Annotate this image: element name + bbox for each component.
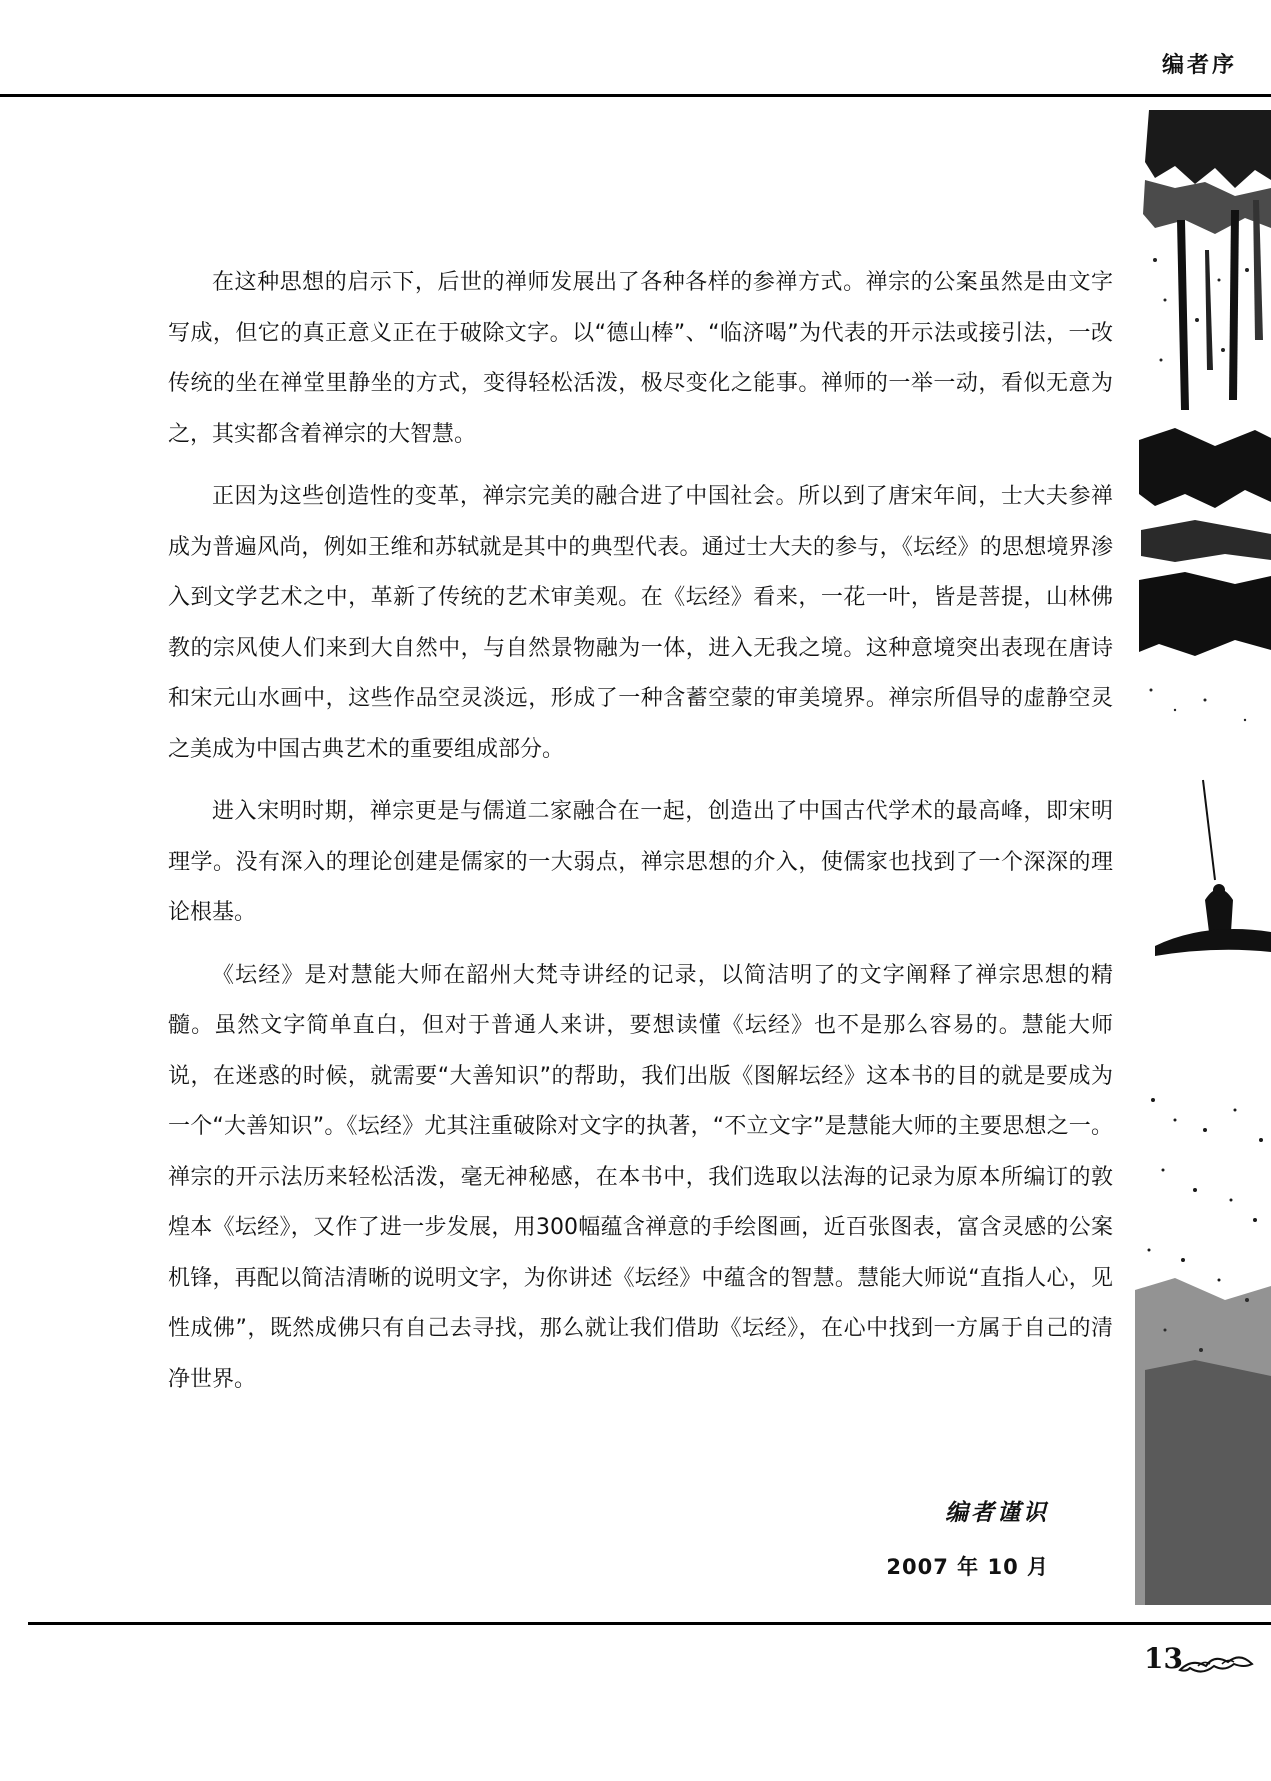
preface-date: 2007 年 10 月: [886, 1555, 1049, 1579]
preface-body: [168, 258, 1113, 1417]
section-title: 编者序: [1161, 52, 1237, 78]
paragraph: 进入宋明时期，禅宗更是与儒道二家融合在一起，创造出了中国古代学术的最高峰，即宋明理学。没有深入的理论创建是儒家的一大弱点，禅宗思想的介入，使儒家也找到了一个深深的理论根基。: [168, 799, 1113, 925]
paragraph: 《坛经》是对慧能大师在韶州大梵寺讲经的记录，以简洁明了的文字阐释了禅宗思想的精髓。虽然文字简单直白，但对于普通人来讲，要想读懂《坛经》也不是那么容易的。慧能大师说，在迷惑的时候，就需要“大善知识”的帮助，我们出版《图解坛经》这本书的目的就是要成为一个“大善知识”。《坛经》尤其注重破除对文字的执著，“不立文字”是慧能大师的主要思想之一。禅宗的开示法历来轻松活泼，毫无神秘感，在本书中，我们选取以法海的记录为原本所编订的敦煌本《坛经》，又作了进一步发展，用300幅蕴含禅意的手绘图画，近百张图表，富含灵感的公案机锋，再配以简洁清晰的说明文字，为你讲述《坛经》中蕴含的智慧。慧能大师说“直指人心，见性成佛”，既然成佛只有自己去寻找，那么就让我们借助《坛经》，在心中找到一方属于自己的清净世界。: [168, 962, 1113, 1392]
author-signature: 编者谨识: [945, 1499, 1049, 1526]
page-number: 13: [1144, 1642, 1183, 1675]
paragraph: 在这种思想的启示下，后世的禅师发展出了各种各样的参禅方式。禅宗的公案虽然是由文字写成，但它的真正意义正在于破除文字。以“德山棒”、“临济喝”为代表的开示法或接引法，一改传统的坐在禅堂里静坐的方式，变得轻松活泼，极尽变化之能事。禅师的一举一动，看似无意为之，其实都含着禅宗的大智慧。: [168, 270, 1113, 447]
paragraph: 正因为这些创造性的变革，禅宗完美的融合进了中国社会。所以到了唐宋年间，士大夫参禅成为普遍风尚，例如王维和苏轼就是其中的典型代表。通过士大夫的参与，《坛经》的思想境界渗入到文学艺术之中，革新了传统的艺术审美观。在《坛经》看来，一花一叶，皆是菩提，山林佛教的宗风使人们来到大自然中，与自然景物融为一体，进入无我之境。这种意境突出表现在唐诗和宋元山水画中，这些作品空灵淡远，形成了一种含蓄空蒙的审美境界。禅宗所倡导的虚静空灵之美成为中国古典艺术的重要组成部分。: [168, 484, 1113, 762]
header-rule: [0, 94, 1271, 97]
cloud-icon: [1178, 1650, 1256, 1676]
footer-rule: [28, 1622, 1271, 1625]
ink-landscape-icon: [1135, 110, 1271, 1605]
